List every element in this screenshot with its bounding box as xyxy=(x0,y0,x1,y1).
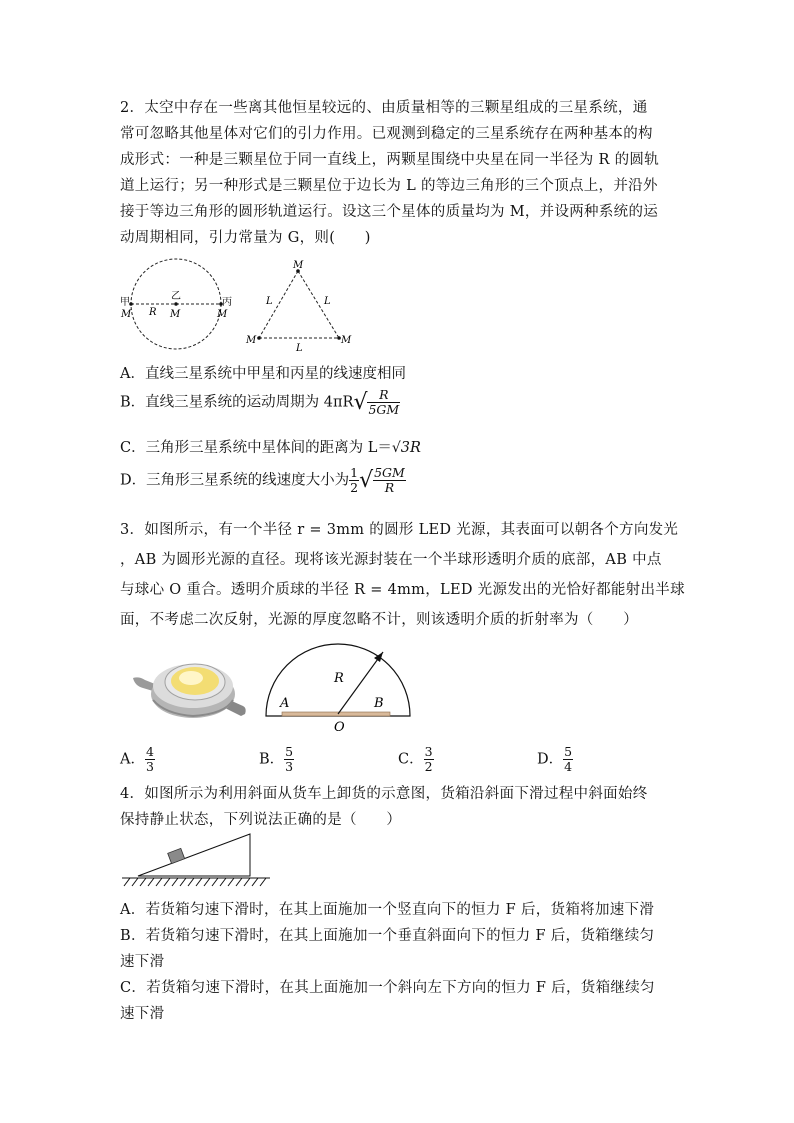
q3-option-d: D． $\frac{5}{4}$ xyxy=(537,744,573,774)
side-bottom-label: L xyxy=(296,343,303,354)
left-star-mass: M xyxy=(121,309,132,320)
q4-option-c-cont: 速下滑 xyxy=(120,1006,165,1022)
q2-option-c-text: C．三角形三星系统中星体间的距离为 L＝ xyxy=(120,440,392,456)
led-image xyxy=(125,648,255,726)
q2-circle-figure xyxy=(118,258,238,354)
side-left-label: L xyxy=(266,296,273,307)
center-star-name: 乙 xyxy=(171,291,181,302)
q2-option-b-den: 5GM xyxy=(368,402,400,417)
q3-line-4: 面，不考虑二次反射，光源的厚度忽略不计，则该透明介质的折射率为（ ） xyxy=(120,612,638,628)
q4-option-b-cont: 速下滑 xyxy=(120,954,165,970)
q3-line-3: 与球心 O 重合。透明介质球的半径 R = 4mm，LED 光源发出的光恰好都能射出半球 xyxy=(120,582,685,598)
q2-option-d-text: D．三角形三星系统的线速度大小为 xyxy=(120,472,350,489)
hemisphere-diagram xyxy=(258,636,418,734)
q2-line-3: 成形式：一种是三颗星位于同一直线上，两颗星围绕中央星在同一半径为 R 的圆轨 xyxy=(120,152,660,168)
q2-option-b-text: B．直线三星系统的运动周期为 4πR xyxy=(120,394,354,411)
left-star-mass: M xyxy=(246,335,257,346)
q2-option-d-coef-num: 1 xyxy=(350,465,359,480)
q2-line-6: 动周期相同，引力常量为 G，则( ) xyxy=(120,230,371,246)
q2-line-1: 2．太空中存在一些离其他恒星较远的、由质量相等的三颗星组成的三星系统，通 xyxy=(120,100,648,116)
q2-option-d: D．三角形三星系统的线速度大小为 $\frac{1}{2}$ √ $\frac{5GM}{R}$ xyxy=(120,465,405,495)
q4-line-2: 保持静止状态，下列说法正确的是（ ） xyxy=(120,812,402,828)
q2-line-4: 道上运行；另一种形式是三颗星位于边长为 L 的等边三角形的三个顶点上，并沿外 xyxy=(120,178,658,194)
incline-diagram xyxy=(120,832,272,890)
q2-option-a: A．直线三星系统中甲星和丙星的线速度相同 xyxy=(120,366,406,382)
q2-option-c: C．三角形三星系统中星体间的距离为 L＝√3R xyxy=(120,440,421,456)
left-star-name: 甲 xyxy=(120,297,130,308)
q3-line-1: 3．如图所示，有一个半径 r = 3mm 的圆形 LED 光源，其表面可以朝各个方向发光 xyxy=(120,522,679,538)
q4-option-c: C．若货箱匀速下滑时，在其上面施加一个斜向左下方向的恒力 F 后，货箱继续匀 xyxy=(120,980,655,996)
q2-option-d-num: 5GM xyxy=(374,465,405,480)
q2-line-5: 接于等边三角形的圆形轨道运行。设这三个星体的质量均为 M，并设两种系统的运 xyxy=(120,204,659,220)
q3-option-a: A． $\frac{4}{3}$ xyxy=(120,744,154,774)
q2-option-b-num: R xyxy=(367,388,400,403)
q2-option-c-expr: 3R xyxy=(400,440,421,456)
q2-line-2: 常可忽略其他星体对它们的引力作用。已观测到稳定的三星系统存在两种基本的构 xyxy=(120,126,653,142)
radius-label: R xyxy=(149,307,157,318)
side-right-label: L xyxy=(324,296,331,307)
q2-option-b: B．直线三星系统的运动周期为 4πR√ $\frac{R}{5GM}$ xyxy=(120,387,400,417)
label-r: R xyxy=(334,671,344,686)
q4-line-1: 4．如图所示为利用斜面从货车上卸货的示意图，货箱沿斜面下滑过程中斜面始终 xyxy=(120,786,648,802)
q3-option-c: C． $\frac{3}{2}$ xyxy=(398,744,433,774)
q2-option-d-coef-den: 2 xyxy=(350,480,359,495)
q4-option-a: A．若货箱匀速下滑时，在其上面施加一个竖直向下的恒力 F 后，货箱将加速下滑 xyxy=(120,902,655,918)
q3-option-b: B． $\frac{5}{3}$ xyxy=(259,744,294,774)
right-star-name: 丙 xyxy=(222,297,232,308)
q2-option-d-den: R xyxy=(384,480,395,495)
label-o: O xyxy=(334,720,345,734)
right-star-mass: M xyxy=(341,335,352,346)
q4-option-b: B．若货箱匀速下滑时，在其上面施加一个垂直斜面向下的恒力 F 后，货箱继续匀 xyxy=(120,928,655,944)
label-b: B xyxy=(374,696,384,711)
right-star-mass: M xyxy=(217,309,228,320)
q3-line-2: ，AB 为圆形光源的直径。现将该光源封装在一个半球形透明介质的底部，AB 中点 xyxy=(120,552,662,568)
q2-triangle-figure xyxy=(245,258,357,354)
top-star-mass: M xyxy=(293,260,304,271)
center-star-mass: M xyxy=(170,309,181,320)
label-a: A xyxy=(280,696,290,711)
